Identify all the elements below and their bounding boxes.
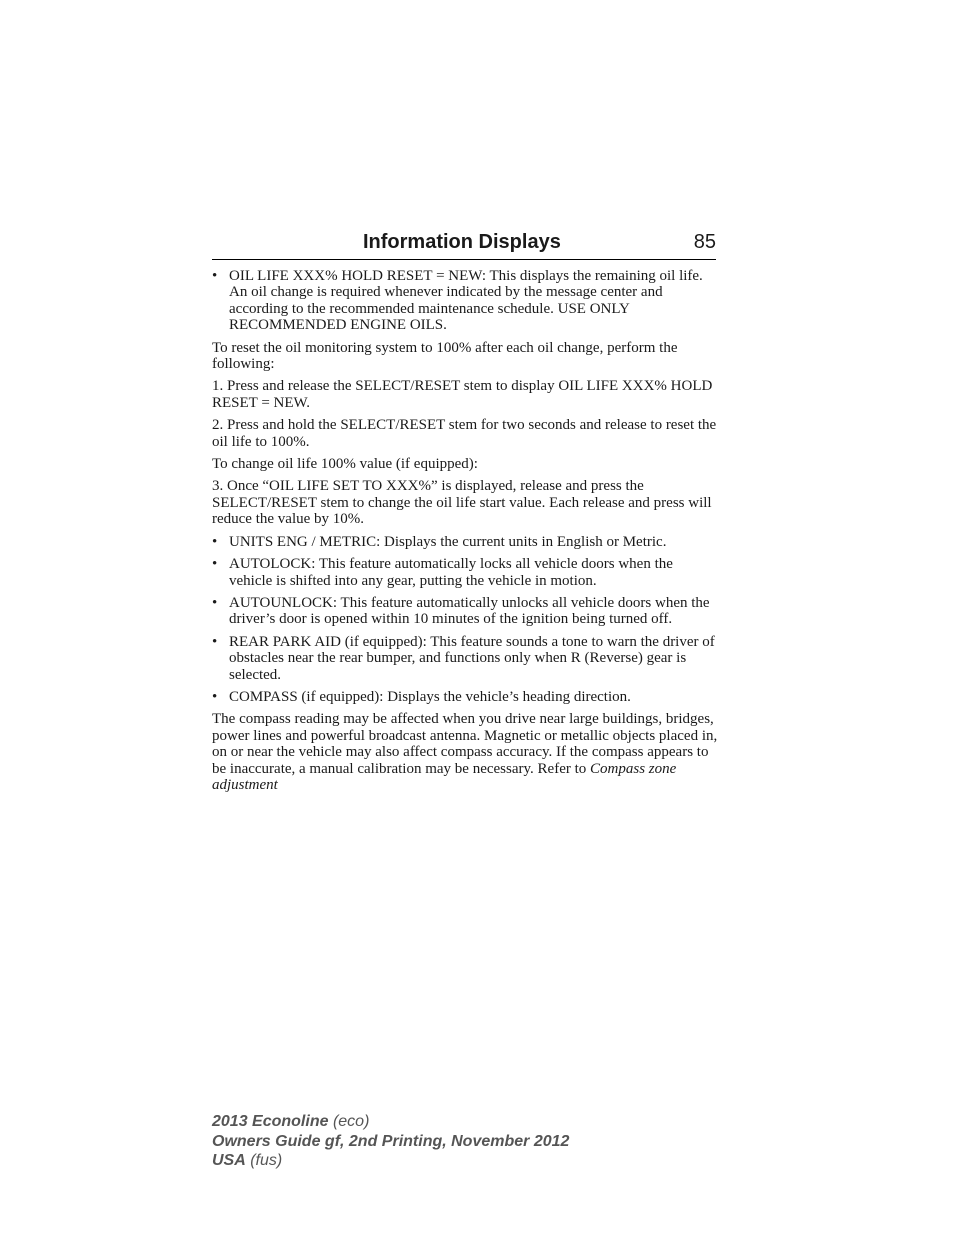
list-item-text: UNITS ENG / METRIC: Displays the current units in English or Metric. bbox=[229, 533, 667, 550]
footer-line-1 bbox=[212, 1112, 569, 1132]
step-1: 1. Press and release the SELECT/RESET stem to display OIL LIFE XXX% HOLD RESET = NEW. bbox=[212, 378, 713, 411]
bullet-glyph: • bbox=[212, 594, 218, 611]
bullet-glyph: • bbox=[212, 533, 218, 550]
bullet-glyph: • bbox=[212, 688, 218, 705]
footer-market-code: (fus) bbox=[245, 1152, 283, 1169]
list-item bbox=[212, 556, 718, 589]
section-title: Information Displays bbox=[363, 231, 561, 253]
list-item-text: AUTOLOCK: This feature automatically locks all vehicle doors when the vehicle is shifted into any gear, putting the vehicle in motion. bbox=[229, 556, 673, 589]
bullet-glyph: • bbox=[212, 633, 218, 650]
page-header bbox=[212, 229, 716, 260]
footer-model: 2013 Econoline bbox=[212, 1113, 329, 1130]
bullet-glyph: • bbox=[212, 556, 218, 573]
list-item bbox=[212, 634, 718, 683]
paragraph: To reset the oil monitoring system to 100% after each oil change, perform the following: bbox=[212, 339, 678, 373]
page-footer bbox=[212, 1112, 569, 1171]
list-item-text: OIL LIFE XXX% HOLD RESET = NEW: This displays the remaining oil life. An oil change is required whenever indicated by the message center and according to the recommended maintenance schedule. USE ONLY RECOMMENDED ENGINE OILS. bbox=[229, 268, 703, 334]
cross-reference: Compass zone adjustment bbox=[212, 760, 677, 793]
list-item bbox=[212, 534, 718, 550]
footer-model-code: (eco) bbox=[328, 1113, 370, 1130]
footer-market: USA bbox=[212, 1152, 246, 1169]
step-3: 3. Once “OIL LIFE SET TO XXX%” is displayed, release and press the SELECT/RESET stem to change the oil life start value. Each release and press will reduce the value by 10%. bbox=[212, 478, 712, 528]
list-item-text: COMPASS (if equipped): Displays the vehicle’s heading direction. bbox=[229, 688, 631, 705]
list-item bbox=[212, 268, 718, 334]
list-item-text: REAR PARK AID (if equipped): This feature sounds a tone to warn the driver of obstacles near the rear bumper, and functions only when R (Reverse) gear is selected. bbox=[229, 633, 715, 683]
list-item-text: AUTOUNLOCK: This feature automatically unlocks all vehicle doors when the driver’s door is opened within 10 minutes of the ignition being turned off. bbox=[229, 594, 710, 628]
list-item bbox=[212, 595, 718, 628]
paragraph bbox=[212, 711, 718, 793]
paragraph-text: The compass reading may be affected when you drive near large buildings, bridges, power lines and powerful broadcast antenna. Magnetic or metallic objects placed in, on or near the vehicle may also affect compass accuracy. If the compass appears to be inaccurate, a manual calibration may be necessary. Refer to bbox=[212, 711, 718, 777]
footer-edition: Owners Guide gf, 2nd Printing, November 2012 bbox=[212, 1132, 570, 1150]
footer-line-3 bbox=[212, 1151, 569, 1171]
step-2: 2. Press and hold the SELECT/RESET stem for two seconds and release to reset the oil life to 100%. bbox=[212, 417, 717, 450]
paragraph: To change oil life 100% value (if equipped): bbox=[212, 456, 478, 473]
page-number: 85 bbox=[693, 231, 716, 253]
page-body bbox=[212, 268, 718, 799]
list-item bbox=[212, 689, 718, 705]
bullet-glyph: • bbox=[212, 268, 218, 284]
footer-line-2 bbox=[212, 1132, 569, 1152]
